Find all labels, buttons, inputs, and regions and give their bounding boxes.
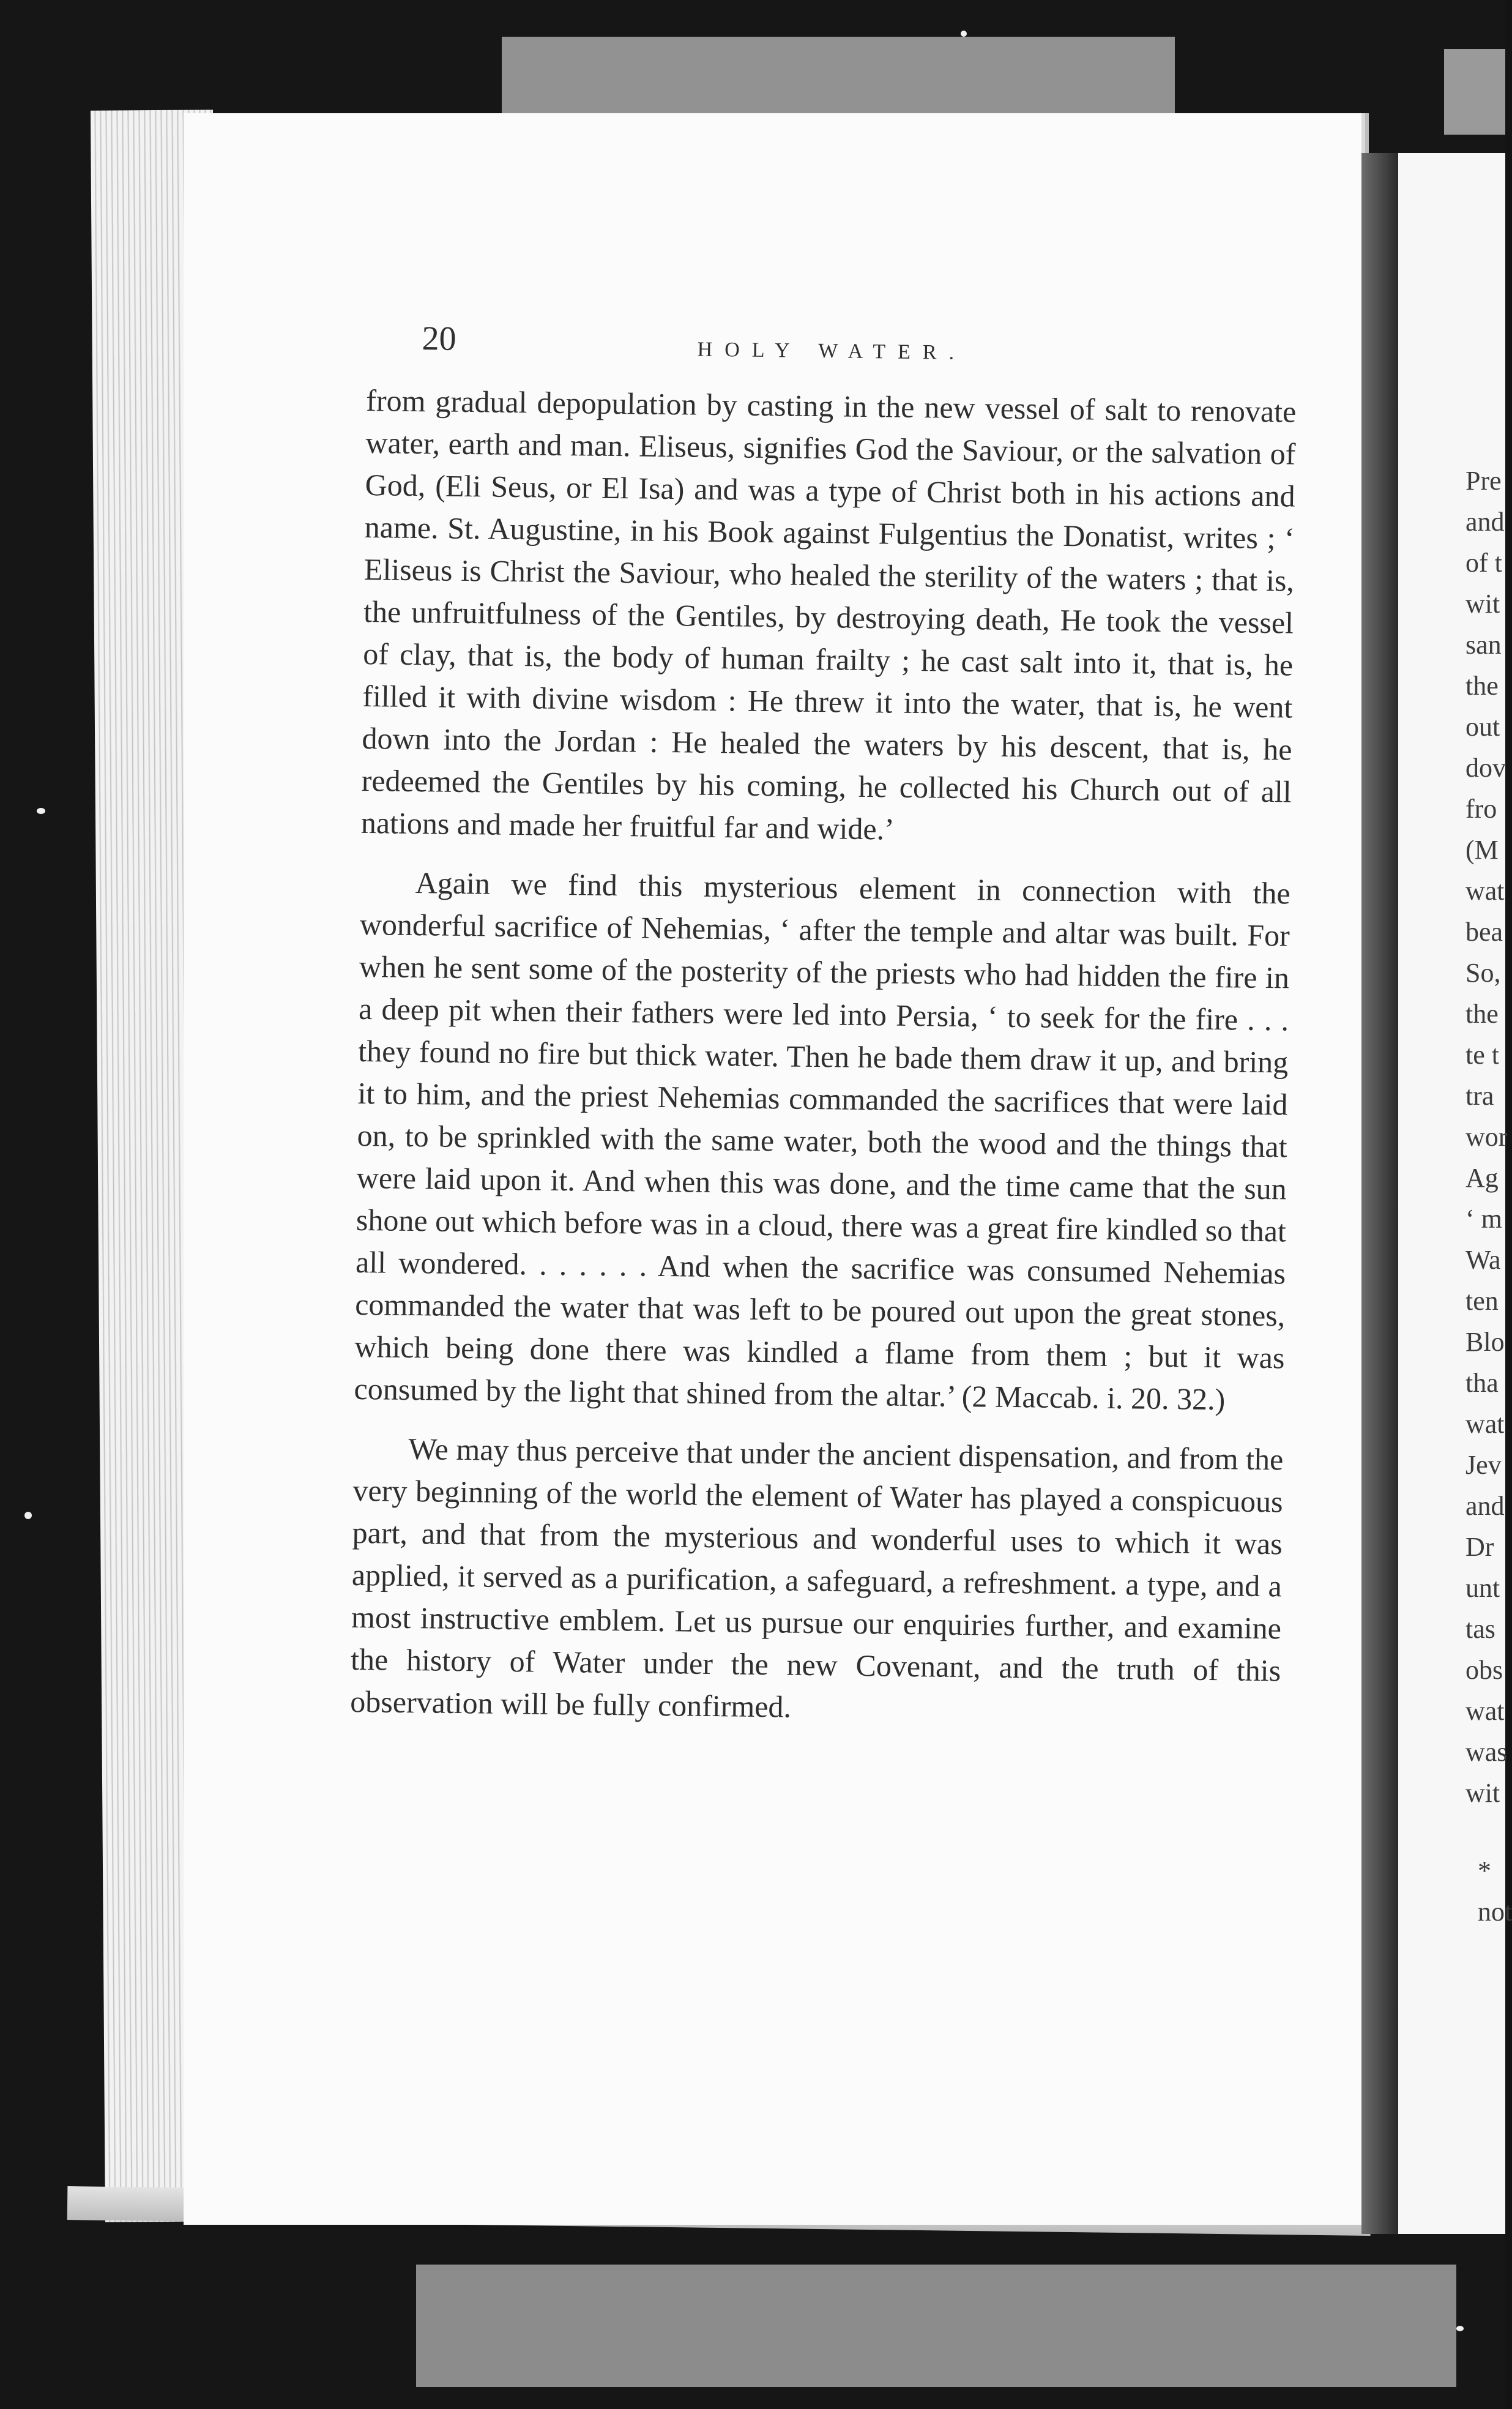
page-content: [350, 318, 1297, 1734]
right-page-line-fragment: the: [1465, 999, 1499, 1029]
paragraph-2: Again we find this mysterious element in connection with the wonderful sacrifice of Nehemias, ‘ after the temple and altar was built. For when he sent some of the posterity of the priests who had hidden the fire in a deep pit when their fathers were led into Persia, ‘ to seek for the fire . . . they found no fire but thick water. Then he bade them draw it up, and bring it to him, and the priest Nehemias commanded the sacrifices that were laid on, to be sprinkled with the same water, both the wood and the things that were laid upon it. And when this was done, and the time came that the sun shone out which before was in a cloud, there was a great fire kindled so that all wondered. . . . . . . And when the sacrifice was consumed Nehemias commanded the water that was left to be poured out upon the great stones, which being done there was kindled a flame from them ; but it was consumed by the light that shined from the altar.’ (2 Maccab. i. 20. 32.): [354, 865, 1290, 1417]
right-page-line-fragment: unt: [1465, 1573, 1500, 1603]
right-page-line-fragment: dov: [1465, 753, 1506, 783]
scan-speck: [1456, 2326, 1464, 2331]
scan-speck: [24, 1512, 32, 1519]
right-page-line-fragment: wor: [1465, 1122, 1508, 1152]
right-page-line-fragment: wat: [1465, 876, 1505, 906]
right-page-line-fragment: not: [1478, 1897, 1512, 1927]
page-number: 20: [422, 319, 456, 358]
right-page-line-fragment: Jev: [1465, 1450, 1502, 1480]
right-page-line-fragment: bea: [1465, 917, 1503, 947]
running-head: HOLY WATER.: [697, 338, 967, 364]
right-page-line-fragment: tas: [1465, 1614, 1495, 1644]
right-page-line-fragment: and: [1465, 1491, 1505, 1521]
right-page-line-fragment: of t: [1465, 548, 1502, 578]
right-page-line-fragment: tha: [1465, 1368, 1499, 1398]
right-page-line-fragment: Pre: [1465, 466, 1502, 496]
scanner-band-bottom: [416, 2265, 1456, 2387]
paragraph-1: from gradual depopulation by casting in the new vessel of salt to renovate water, earth and man. Eliseus, signifies God the Saviour, or the salvation of God, (Eli Seus, or El Isa) and was a type of Christ both in his actions and name. St. Augustine, in his Book against Fulgentius the Donatist, writes ; ‘ Eliseus is Christ the Saviour, who healed the sterility of the waters ; that is, the unfruitfulness of the Gentiles, by destroying death, He took the vessel of clay, that is, the body of human frailty ; he cast salt into it, that is, he filled it with divine wisdom : He threw it into the water, that is, he went down into the Jordan : He healed the waters by his descent, that is, he redeemed the Gentiles by his coming, he collected his Church out of all nations and made her fruitful far and wide.’: [360, 383, 1297, 846]
right-page-line-fragment: te t: [1465, 1040, 1499, 1070]
right-page-fragment: [1398, 153, 1512, 2234]
right-page-line-fragment: wat: [1465, 1409, 1505, 1439]
right-page-line-fragment: san: [1465, 630, 1502, 660]
paragraph-3: We may thus perceive that under the ancient dispensation, and from the very beginning of the world the element of Water has played a conspicuous part, and that from the mysterious and wonderful uses to which it was applied, it served as a purification, a safeguard, a refreshment. a type, and a most instructive emblem. Let us pursue our enquiries further, and examine the history of Water under the new Covenant, and the truth of this observation will be fully confirmed.: [350, 1431, 1284, 1724]
right-page-line-fragment: and: [1465, 507, 1505, 537]
right-page-line-fragment: was: [1465, 1737, 1508, 1767]
book-gutter: [1361, 153, 1398, 2234]
right-page-line-fragment: Blo: [1465, 1327, 1505, 1357]
right-page-line-fragment: wit: [1465, 1778, 1500, 1808]
right-page-line-fragment: wit: [1465, 589, 1500, 619]
right-page-line-fragment: out: [1465, 712, 1500, 742]
right-page-line-fragment: Ag: [1465, 1163, 1499, 1193]
page-header: [367, 318, 1297, 391]
right-page-line-fragment: So,: [1465, 958, 1501, 988]
right-page-line-fragment: wat: [1465, 1696, 1505, 1726]
right-page-line-fragment: (M: [1465, 835, 1499, 865]
right-page-line-fragment: Wa: [1465, 1245, 1501, 1275]
right-page-line-fragment: fro: [1465, 794, 1497, 824]
right-page-line-fragment: Dr: [1465, 1532, 1494, 1562]
right-page-line-fragment: ten: [1465, 1286, 1499, 1316]
scan-speck: [37, 808, 45, 814]
scan-speck: [961, 31, 967, 37]
right-page-line-fragment: ‘ m: [1465, 1204, 1502, 1234]
scanner-band-corner: [1444, 49, 1505, 135]
right-page-line-fragment: tra: [1465, 1081, 1494, 1111]
right-page-line-fragment: obs: [1465, 1655, 1503, 1685]
right-page-line-fragment: *: [1478, 1856, 1491, 1886]
right-page-line-fragment: the: [1465, 671, 1499, 701]
